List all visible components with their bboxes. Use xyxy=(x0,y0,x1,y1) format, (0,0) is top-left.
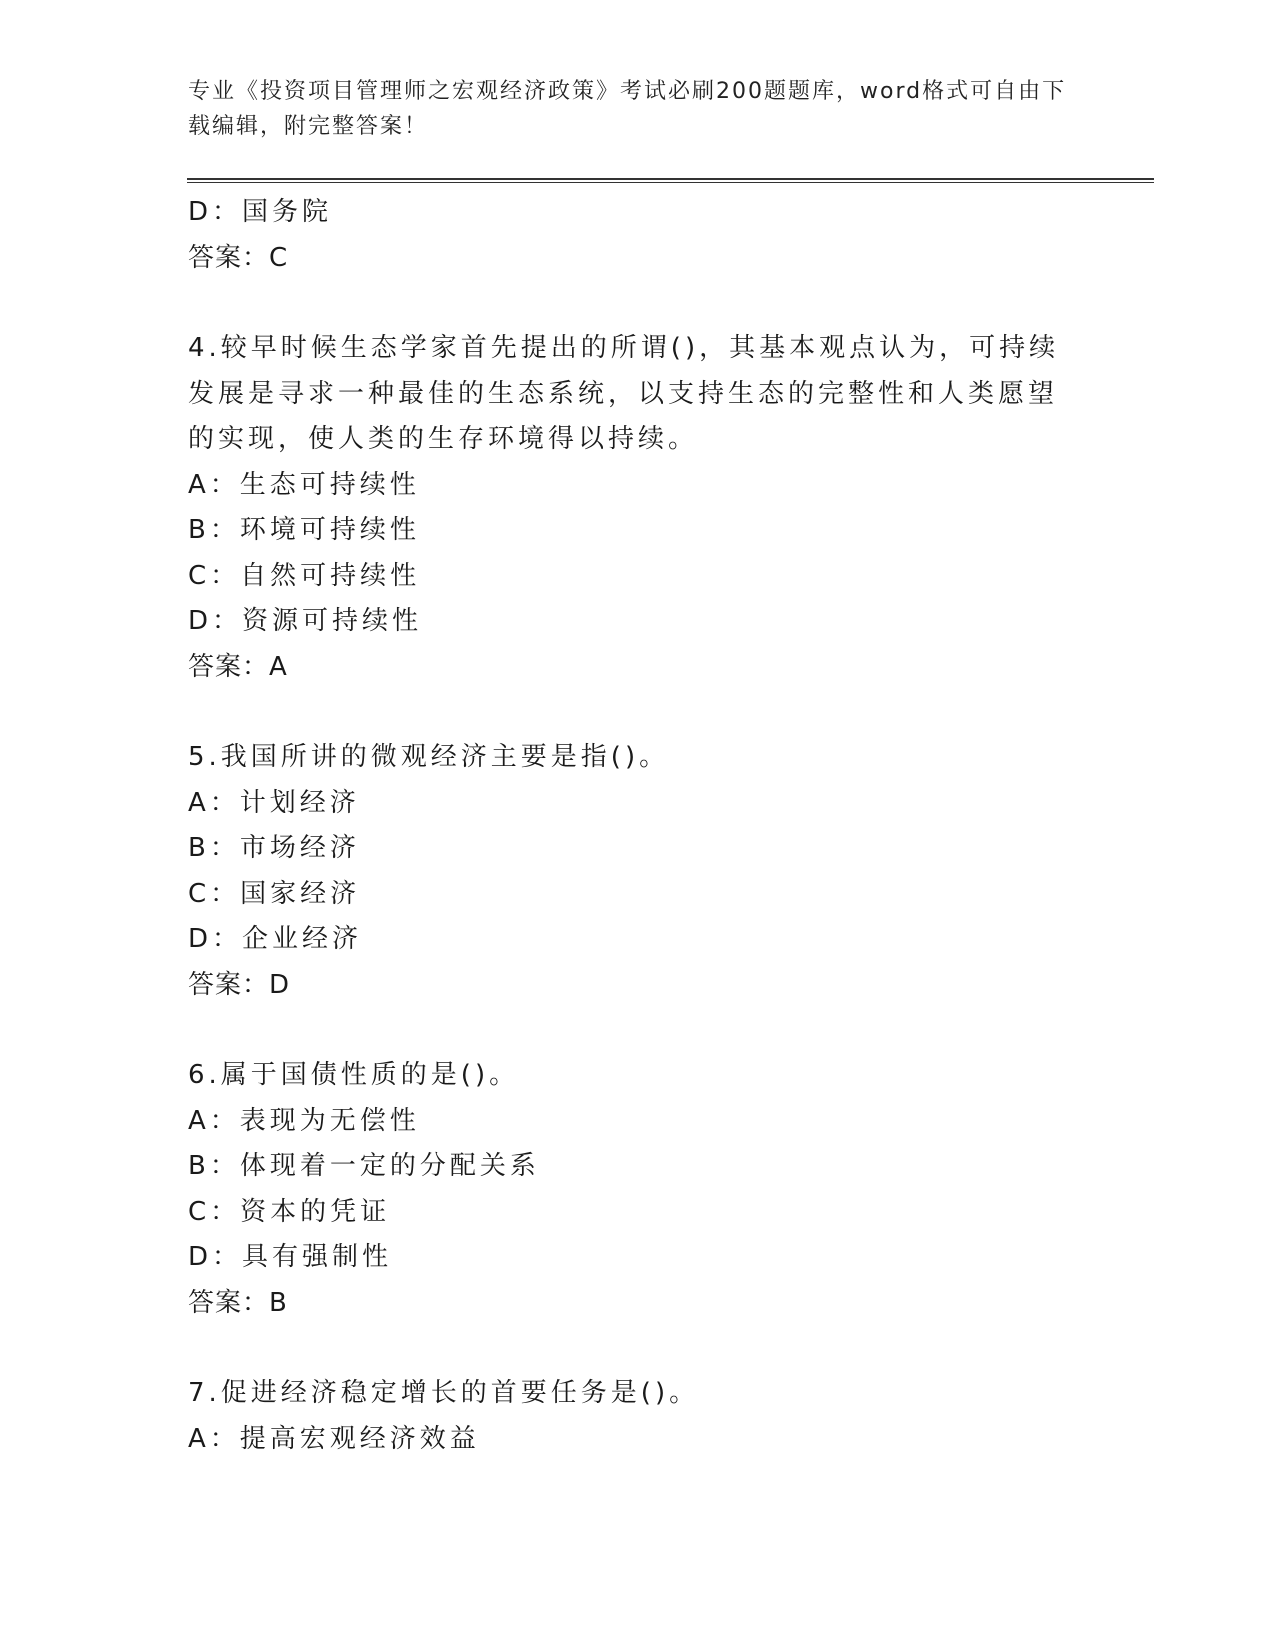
question-stem: 7.促进经济稳定增长的首要任务是()。 xyxy=(188,1378,700,1408)
option-b: B：环境可持续性 xyxy=(188,515,420,545)
question-stem: 5.我国所讲的微观经济主要是指()。 xyxy=(188,742,670,772)
option-a: A：生态可持续性 xyxy=(188,469,420,500)
option-c: C：自然可持续性 xyxy=(188,560,421,591)
option-a: A：提高宏观经济效益 xyxy=(188,1423,480,1454)
option-c: C：国家经济 xyxy=(188,878,361,909)
answer: 答案：B xyxy=(188,1287,288,1318)
continued-question xyxy=(188,190,1088,281)
answer: 答案：A xyxy=(188,651,288,682)
question-stem: 6.属于国债性质的是()。 xyxy=(188,1060,520,1090)
page-header: 专业《投资项目管理师之宏观经济政策》考试必刷200题题库，word格式可自由下载编辑，附完整答案！ xyxy=(188,79,1067,139)
answer: 答案：D xyxy=(188,969,291,1000)
document-body xyxy=(188,190,1088,1462)
question-5 xyxy=(188,735,1088,1008)
option-d: D：企业经济 xyxy=(188,924,363,954)
option-a: A：表现为无偿性 xyxy=(188,1105,420,1136)
option-d: D：具有强制性 xyxy=(188,1242,393,1272)
option-d: D：资源可持续性 xyxy=(188,606,423,636)
option-a: A：计划经济 xyxy=(188,787,360,818)
question-stem: 4.较早时候生态学家首先提出的所谓()，其基本观点认为，可持续发展是寻求一种最佳的生态系统，以支持生态的完整性和人类愿望的实现，使人类的生存环境得以持续。 xyxy=(188,333,1060,454)
header-rule xyxy=(187,178,1154,183)
question-4 xyxy=(188,326,1088,690)
question-6 xyxy=(188,1053,1088,1326)
question-7 xyxy=(188,1371,1088,1462)
option-b: B：市场经济 xyxy=(188,833,360,863)
option-d: D：国务院 xyxy=(188,197,333,227)
option-b: B：体现着一定的分配关系 xyxy=(188,1151,540,1181)
option-c: C：资本的凭证 xyxy=(188,1196,391,1227)
answer: 答案：C xyxy=(188,242,289,273)
